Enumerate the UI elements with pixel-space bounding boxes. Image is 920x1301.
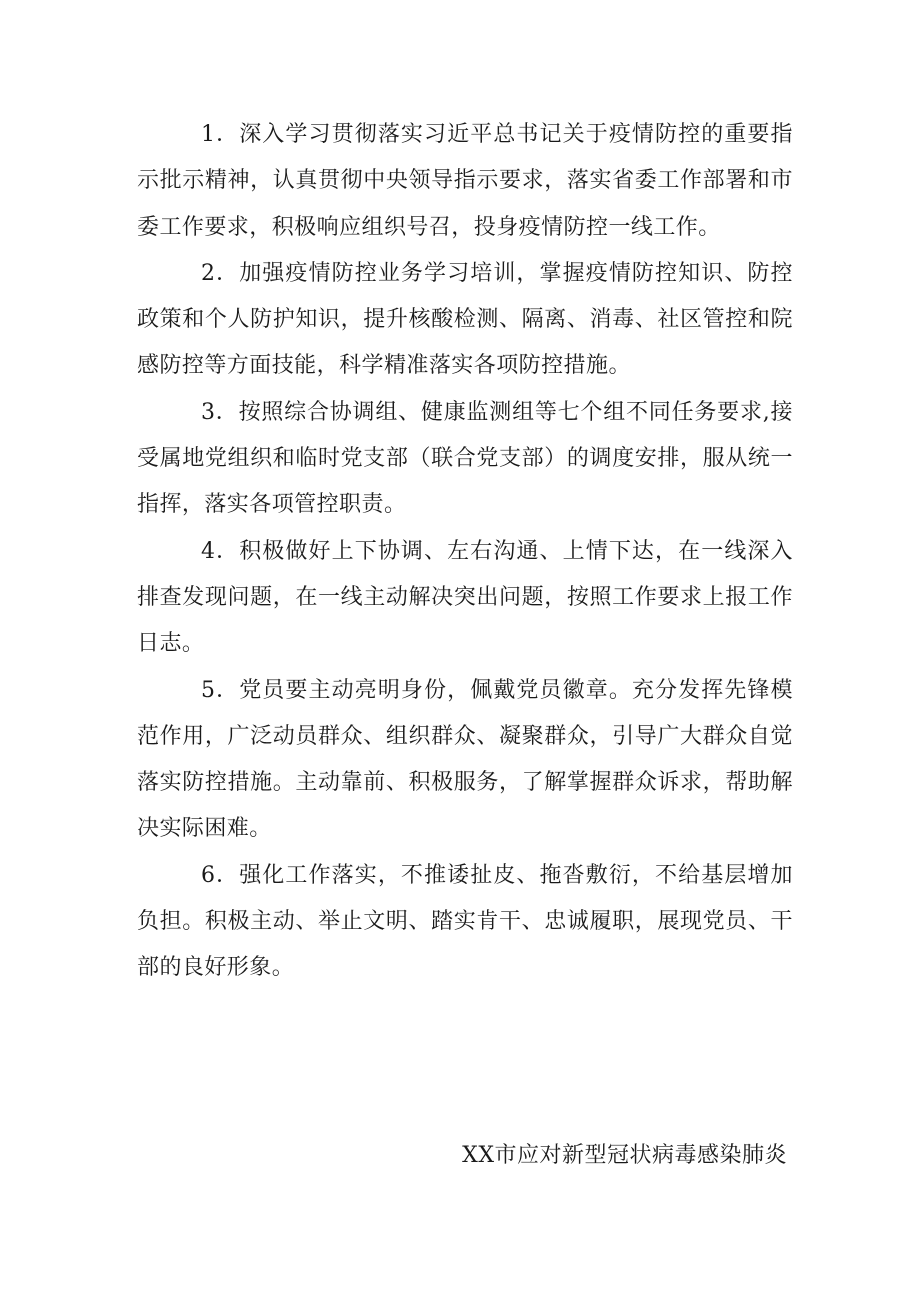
paragraph-number: 1 <box>201 122 216 147</box>
paragraph-number: 5 <box>201 677 216 703</box>
paragraph-text: ．深入学习贯彻落实习近平总书记关于疫情防控的重要指示批示精神，认真贯彻中央领导指示要求，落实省委工作部署和市委工作要求，积极响应组织号召，投身疫情防控一线工作。 <box>137 122 793 240</box>
issuer-line: XX市应对新型冠状病毒感染肺炎 <box>462 1143 787 1168</box>
paragraph-number: 6 <box>201 862 216 888</box>
paragraph-text: ．按照综合协调组、健康监测组等七个组不同任务要求,接受属地党组织和临时党支部（联合党支部）的调度安排，服从统一指挥，落实各项管控职责。 <box>137 399 793 518</box>
paragraph-2 <box>137 251 793 390</box>
paragraph-1 <box>137 112 793 251</box>
document-body <box>137 112 793 992</box>
paragraph-5 <box>137 668 793 853</box>
paragraph-text: ．积极做好上下协调、左右沟通、上情下达，在一线深入排查发现问题，在一线主动解决突出问题，按照工作要求上报工作日志。 <box>137 538 793 657</box>
paragraph-number: 2 <box>201 260 216 286</box>
paragraph-text: ．加强疫情防控业务学习培训，掌握疫情防控知识、防控政策和个人防护知识，提升核酸检测、隔离、消毒、社区管控和院感防控等方面技能，科学精准落实各项防控措施。 <box>137 260 793 379</box>
paragraph-number: 4 <box>201 538 216 564</box>
paragraph-text: ．党员要主动亮明身份，佩戴党员徽章。充分发挥先锋模范作用，广泛动员群众、组织群众、凝聚群众，引导广大群众自觉落实防控措施。主动靠前、积极服务，了解掌握群众诉求，帮助解决实际困难。 <box>137 677 793 842</box>
paragraph-number: 3 <box>201 399 216 425</box>
paragraph-4 <box>137 529 793 668</box>
paragraph-3 <box>137 390 793 529</box>
paragraph-6 <box>137 853 793 992</box>
paragraph-text: ．强化工作落实，不推诿扯皮、拖沓敷衍，不给基层增加负担。积极主动、举止文明、踏实肯干、忠诚履职，展现党员、干部的良好形象。 <box>137 862 793 981</box>
